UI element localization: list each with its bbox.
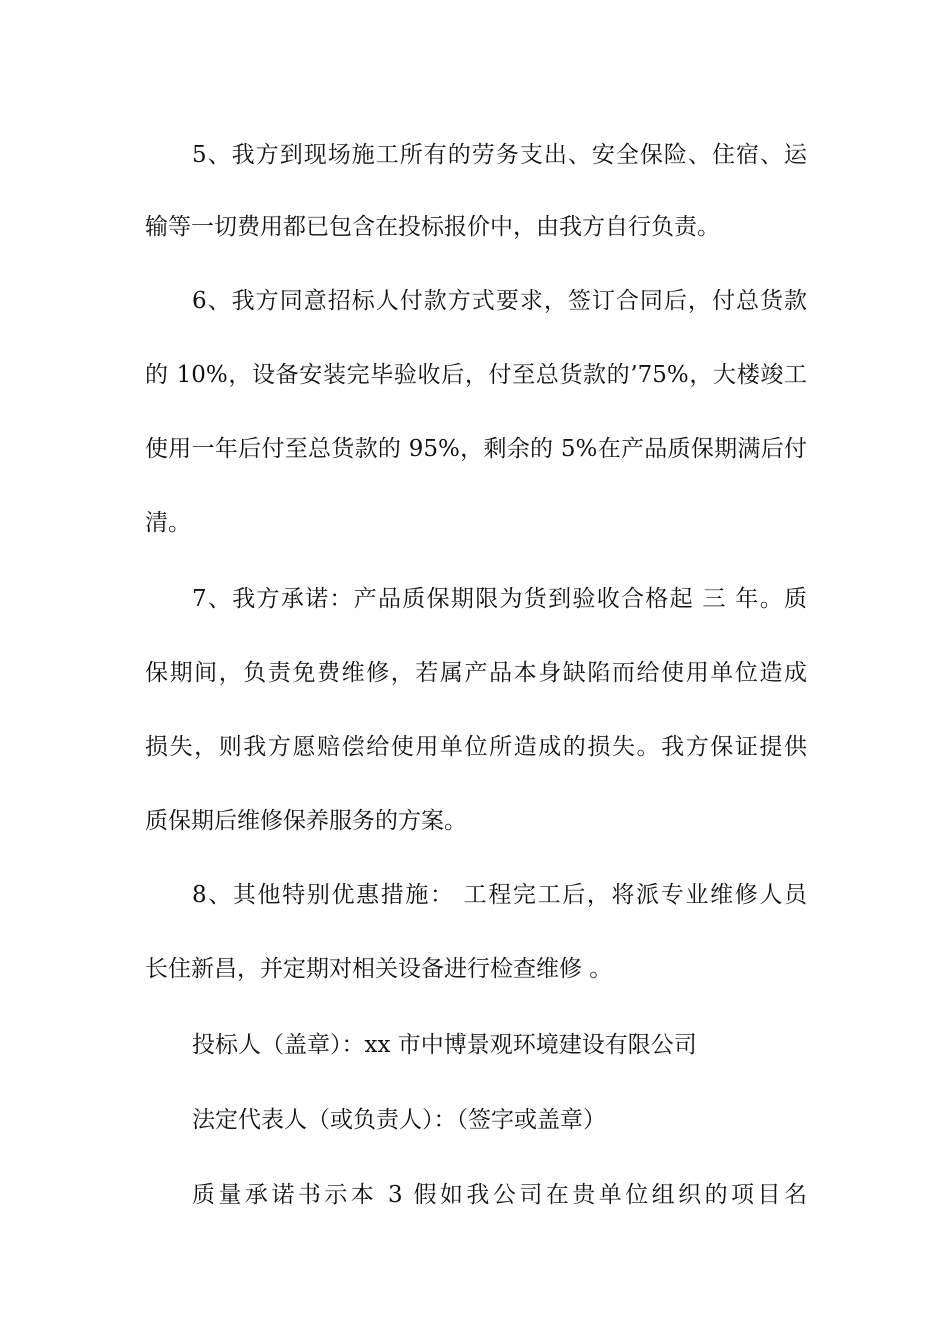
- text-line-2: 输等一切费用都已包含在投标报价中，由我方自行负责。: [145, 214, 720, 240]
- text-line-5: 使用一年后付至总货款的 95%，剩余的 5%在产品质保期满后付: [145, 436, 807, 462]
- text-line-4: 的 10%，设备安装完毕验收后，付至总货款的’75%，大楼竣工: [145, 362, 807, 388]
- text-line-1: 5、我方到现场施工所有的劳务支出、安全保险、住宿、运: [192, 142, 807, 168]
- legal-representative-line: 法定代表人（或负责人）：（签字或盖章）: [192, 1107, 606, 1133]
- text-line-9: 损失，则我方愿赔偿给使用单位所造成的损失。我方保证提供: [145, 734, 807, 760]
- text-line-6: 清。: [145, 510, 191, 536]
- text-line-15: 质量承诺书示本 3 假如我公司在贵单位组织的项目名: [192, 1182, 807, 1208]
- text-line-8: 保期间，负责免费维修，若属产品本身缺陷而给使用单位造成: [145, 660, 807, 686]
- text-line-10: 质保期后维修保养服务的方案。: [145, 808, 467, 834]
- text-line-3: 6、我方同意招标人付款方式要求，签订合同后，付总货款: [192, 288, 807, 314]
- bidder-line: 投标人（盖章）：xx 市中博景观环境建设有限公司: [192, 1032, 697, 1058]
- text-line-7: 7、我方承诺：产品质保期限为货到验收合格起 三 年。质: [192, 586, 807, 612]
- text-line-12: 长住新昌，并定期对相关设备进行检查维修 。: [145, 956, 613, 982]
- text-line-11: 8、其他特别优惠措施： 工程完工后，将派专业维修人员: [192, 882, 807, 908]
